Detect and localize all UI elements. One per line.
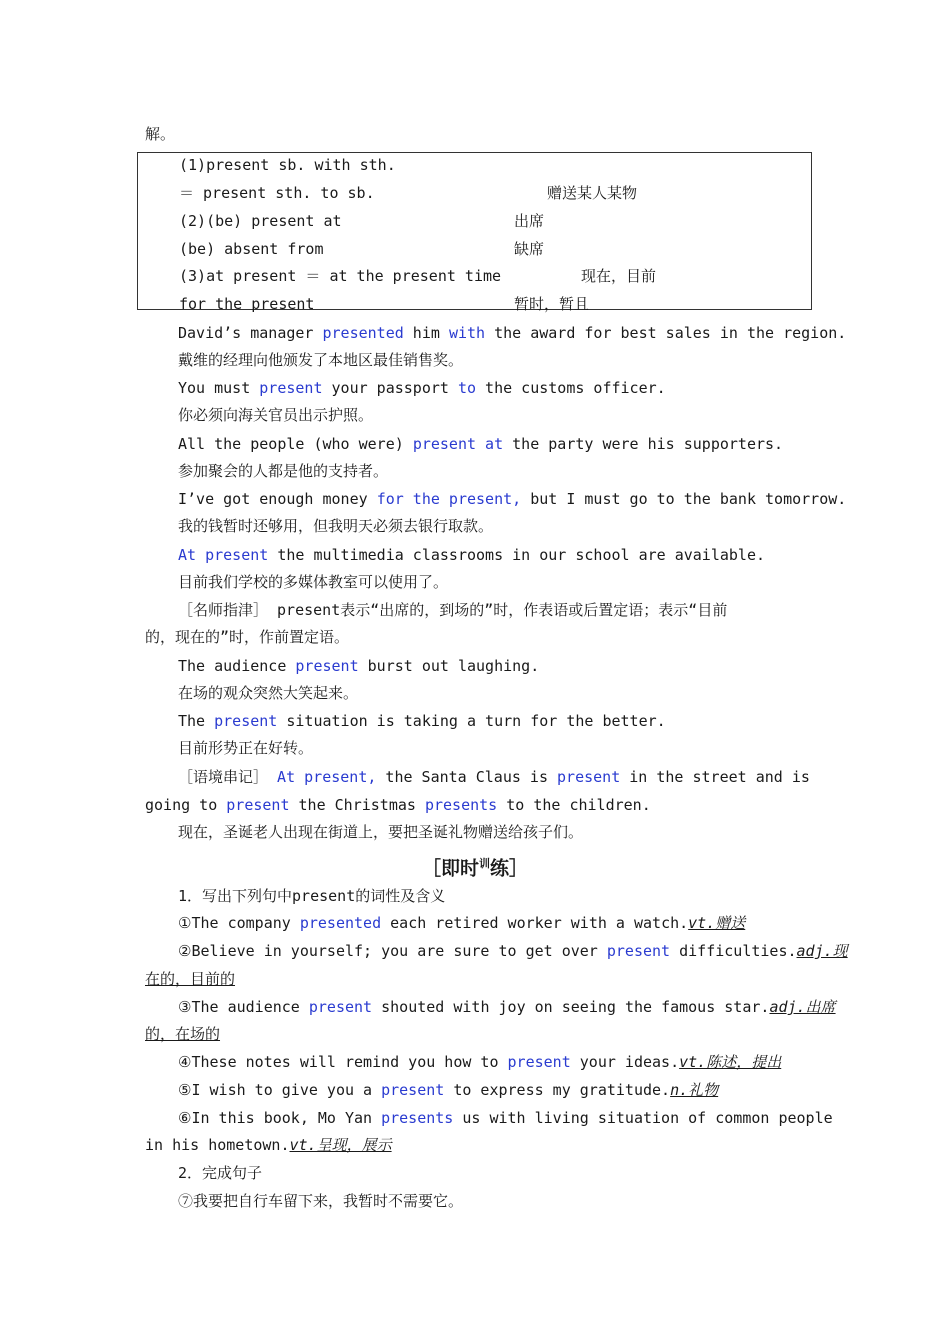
answer: adj.现	[796, 942, 848, 960]
teacher-tip: 的，现在的”时，作前置定语。	[145, 628, 350, 646]
practice-item: ⑦我要把自行车留下来，我暂时不需要它。	[178, 1192, 464, 1210]
answer: vt.陈述，提出	[679, 1053, 782, 1071]
phrase-left: (1)present sb. with sth.	[179, 156, 396, 174]
practice-item: ⑥In this book, Mo Yan presents us with living situation of common people	[178, 1109, 833, 1127]
example-sentence: David’s manager presented him with the award for best sales in the region.	[178, 324, 847, 342]
phrase-right: 缺席	[514, 240, 545, 258]
phrase-box	[137, 152, 812, 313]
answer: adj.出席	[769, 998, 836, 1016]
example-translation: 我的钱暂时还够用，但我明天必须去银行取款。	[178, 517, 494, 535]
practice-item: ②Believe in yourself; you are sure to get over present difficulties.adj.现	[178, 942, 848, 960]
phrase-left: ＝ present sth. to sb.	[179, 184, 375, 202]
practice-item: ③The audience present shouted with joy on seeing the famous star.adj.出席	[178, 998, 836, 1016]
example-sentence: You must present your passport to the customs officer.	[178, 379, 666, 397]
answer: vt.赠送	[688, 914, 746, 932]
phrase-left: (3)at present ＝ at the present time	[179, 267, 502, 285]
example-sentence: The audience present burst out laughing.	[178, 657, 540, 675]
answer: vt.呈现，展示	[289, 1136, 392, 1154]
context-summary: going to present the Christmas presents to the children.	[145, 796, 651, 814]
phrase-right: 现在，目前	[581, 267, 657, 285]
phrase-right: 赠送某人某物	[547, 184, 638, 202]
context-translation: 现在，圣诞老人出现在街道上，要把圣诞礼物赠送给孩子们。	[178, 823, 584, 841]
example-sentence: The present situation is taking a turn for the better.	[178, 712, 666, 730]
teacher-tip: ［名师指津］ present表示“出席的，到场的”时，作表语或后置定语；表示“目前	[178, 601, 728, 619]
practice-item-cont	[145, 969, 235, 989]
practice-heading: ［即时$^训$练］	[421, 857, 529, 880]
question-title: 1．写出下列句中present的词性及含义	[178, 887, 446, 905]
phrase-right: 暂时，暂且	[514, 295, 590, 313]
example-translation: 在场的观众突然大笑起来。	[178, 684, 359, 702]
practice-item-cont: in his hometown.vt.呈现，展示	[145, 1136, 392, 1154]
practice-item: ⑤I wish to give you a present to express my gratitude.n.礼物	[178, 1081, 719, 1099]
practice-item: ④These notes will remind you how to present your ideas.vt.陈述，提出	[178, 1053, 782, 1071]
example-translation: 参加聚会的人都是他的支持者。	[178, 462, 389, 480]
context-summary: ［语境串记］ At present, the Santa Claus is present in the street and is	[178, 768, 810, 786]
phrase-left: (be) absent from	[179, 240, 324, 258]
answer: 的，在场的	[145, 1025, 221, 1043]
practice-item: ①The company presented each retired worker with a watch.vt.赠送	[178, 914, 746, 932]
example-sentence: I’ve got enough money for the present, but I must go to the bank tomorrow.	[178, 490, 847, 508]
example-sentence: All the people (who were) present at the party were his supporters.	[178, 435, 784, 453]
phrase-left: for the present	[179, 295, 315, 313]
practice-item-cont	[145, 1024, 220, 1044]
intro-tail: 解。	[145, 125, 176, 143]
phrase-right: 出席	[514, 212, 545, 230]
example-translation: 目前我们学校的多媒体教室可以使用了。	[178, 573, 449, 591]
example-translation: 你必须向海关官员出示护照。	[178, 406, 374, 424]
question-title: 2．完成句子	[178, 1164, 263, 1182]
phrase-left: (2)(be) present at	[179, 212, 342, 230]
example-sentence: At present the multimedia classrooms in our school are available.	[178, 546, 766, 564]
answer: 在的，目前的	[145, 970, 236, 988]
example-translation: 目前形势正在好转。	[178, 739, 314, 757]
example-translation: 戴维的经理向他颁发了本地区最佳销售奖。	[178, 351, 464, 369]
answer: n.礼物	[670, 1081, 719, 1099]
